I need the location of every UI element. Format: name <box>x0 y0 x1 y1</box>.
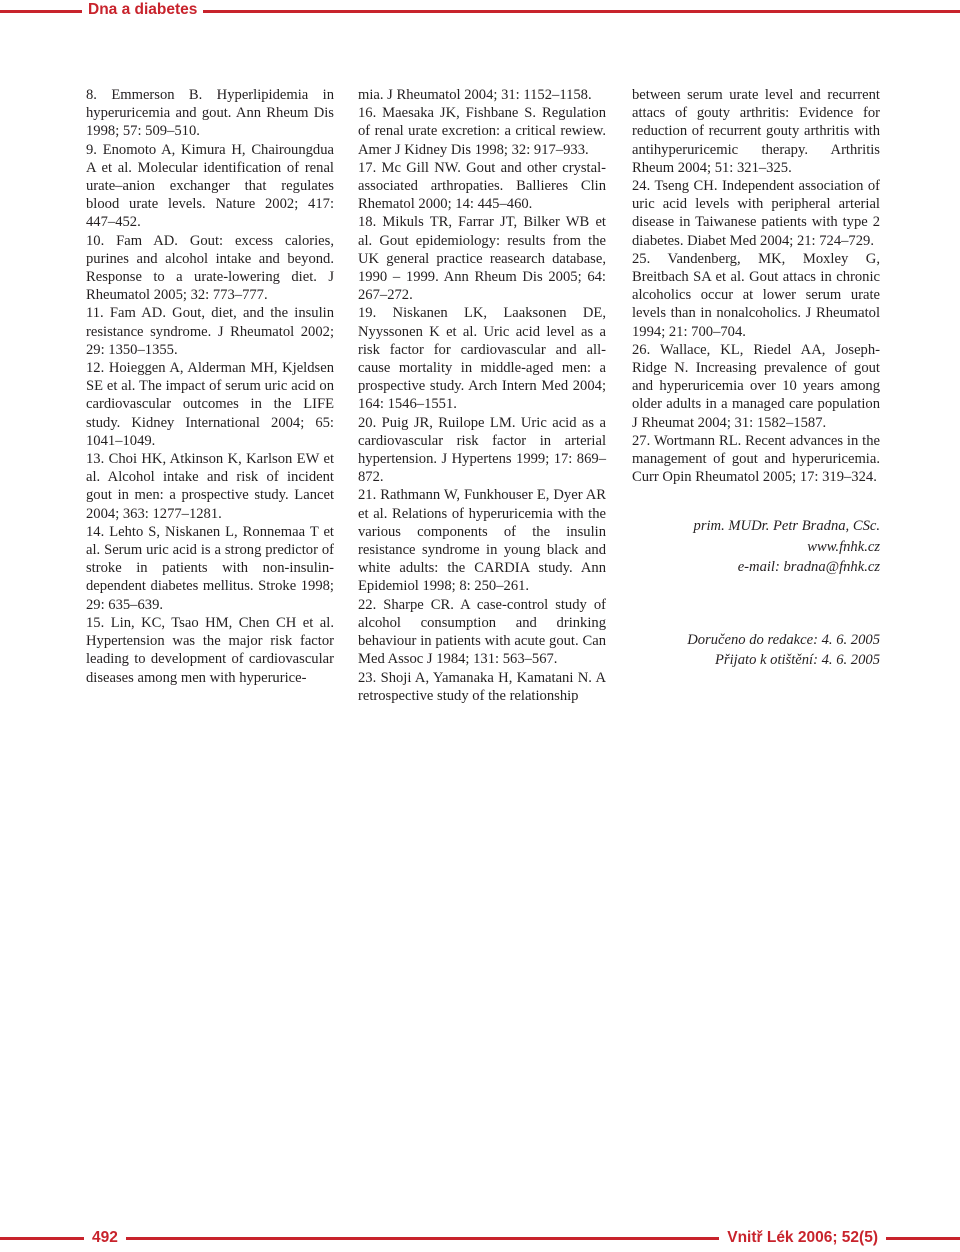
reference-item: 9. Enomoto A, Kimura H, Chairoungdua A et al. Molecular identification of renal urate–anion exchanger that regulates blood urate levels. Nature 2002; 417: 447–452. <box>86 141 334 231</box>
reference-item: 27. Wortmann RL. Recent advances in the management of gout and hyperuricemia. Curr Opin Rheumatol 2005; 17: 319–324. <box>632 432 880 486</box>
reference-item: 10. Fam AD. Gout: excess calories, purines and alcohol intake and beyond. Response to a urate-lowering diet. J Rheumatol 2005; 32: 773–777. <box>86 232 334 304</box>
running-title: Dna a diabetes <box>82 0 203 20</box>
reference-item: 19. Niskanen LK, Laaksonen DE, Nyyssonen K et al. Uric acid level as a risk factor for cardiovascular and all-cause mortality in middle-aged men: a prospective study. Arch Intern Med 2004; 164: 1546–1551. <box>358 305 606 413</box>
reference-item: 8. Emmerson B. Hyperlipidemia in hyperuricemia and gout. Ann Rheum Dis 1998; 57: 509–510. <box>86 87 334 140</box>
journal-citation: Vnitř Lék 2006; 52(5) <box>719 1228 886 1248</box>
author-website: www.fnhk.cz <box>807 538 880 555</box>
reference-item: 12. Hoieggen A, Alderman MH, Kjeldsen SE et al. The impact of serum uric acid on cardiovascular outcomes in the LIFE study. Kidney International 2004; 65: 1041–1049. <box>86 360 334 449</box>
reference-item: 16. Maesaka JK, Fishbane S. Regulation of renal urate excretion: a critical rewiew. Amer J Kidney Dis 1998; 32: 917–933. <box>358 105 606 158</box>
reference-item: 23. Shoji A, Yamanaka H, Kamatani N. A retrospective study of the relationship <box>358 669 606 704</box>
reference-item: 21. Rathmann W, Funkhouser E, Dyer AR et al. Relations of hyperuricemia with the various components of the insulin resistance syndrome in young black and white adults: the CARDIA study. Ann Epidemiol 1998; 8: 250–261. <box>358 487 606 595</box>
reference-item: 25. Vandenberg, MK, Moxley G, Breitbach SA et al. Gout attacs in chronic alcoholics occur at lower serum urate levels than in nonalcoholics. J Rheumatol 1994; 21: 700–704. <box>632 250 880 340</box>
reference-item: 15. Lin, KC, Tsao HM, Chen CH et al. Hypertension was the major risk factor leading to development of cardiovascular diseases among men with hyperurice- <box>86 614 334 686</box>
reference-item: 22. Sharpe CR. A case-control study of alcohol consumption and drinking behaviour in patients with acute gout. Can Med Assoc J 1984; 131: 563–567. <box>358 596 606 668</box>
author-email: e-mail: bradna@fnhk.cz <box>737 559 880 576</box>
page-number: 492 <box>84 1228 126 1248</box>
accepted-date: Přijato k otištění: 4. 6. 2005 <box>715 652 880 669</box>
author-name: prim. MUDr. Petr Bradna, CSc. <box>693 518 880 535</box>
reference-item: 24. Tseng CH. Independent association of uric acid levels with peripheral arterial disease in Taiwanese patients with type 2 diabetes. Diabet Med 2004; 21: 724–729. <box>632 178 880 249</box>
reference-item: 13. Choi HK, Atkinson K, Karlson EW et al. Alcohol intake and risk of incident gout in men: a prospective study. Lancet 2004; 363: 1277–1281. <box>86 451 334 522</box>
manuscript-dates <box>632 630 880 671</box>
reference-item: 26. Wallace, KL, Riedel AA, Joseph-Ridge N. Increasing prevalence of gout and hyperuricemia over 10 years among older adults in a managed care population J Rheumat 2004; 31: 1582–1587. <box>632 341 880 431</box>
reference-column-3 <box>632 86 880 671</box>
received-date: Doručeno do redakce: 4. 6. 2005 <box>687 631 880 648</box>
reference-item: 11. Fam AD. Gout, diet, and the insulin resistance syndrome. J Rheumatol 2002; 29: 1350–1355. <box>86 305 334 358</box>
reference-item: between serum urate level and recurrent attacs of gouty arthritis: Evidence for reduction of recurrent gouty arthritis with antihyperuricemic therapy. Arthritis Rheum 2004; 51: 321–325. <box>632 87 880 176</box>
reference-item: 14. Lehto S, Niskanen L, Ronnemaa T et al. Serum uric acid is a strong predictor of stroke in patients with non-insulin-dependent diabetes mellitus. Stroke 1998; 29: 635–639. <box>86 523 334 613</box>
reference-item: 18. Mikuls TR, Farrar JT, Bilker WB et al. Gout epidemiology: results from the UK general practice reasearch database, 1990 – 1999. Ann Rheum Dis 2005; 64: 267–272. <box>358 214 606 304</box>
reference-item: 17. Mc Gill NW. Gout and other crystal-associated arthropaties. Ballieres Clin Rhematol 2000; 14: 445–460. <box>358 159 606 213</box>
reference-item: mia. J Rheumatol 2004; 31: 1152–1158. <box>358 87 592 103</box>
reference-column-1 <box>86 86 334 687</box>
reference-column-2 <box>358 86 606 705</box>
author-signature <box>632 516 880 578</box>
reference-item: 20. Puig JR, Ruilope LM. Uric acid as a cardiovascular risk factor in arterial hypertension. J Hypertens 1999; 17: 869–872. <box>358 414 606 486</box>
